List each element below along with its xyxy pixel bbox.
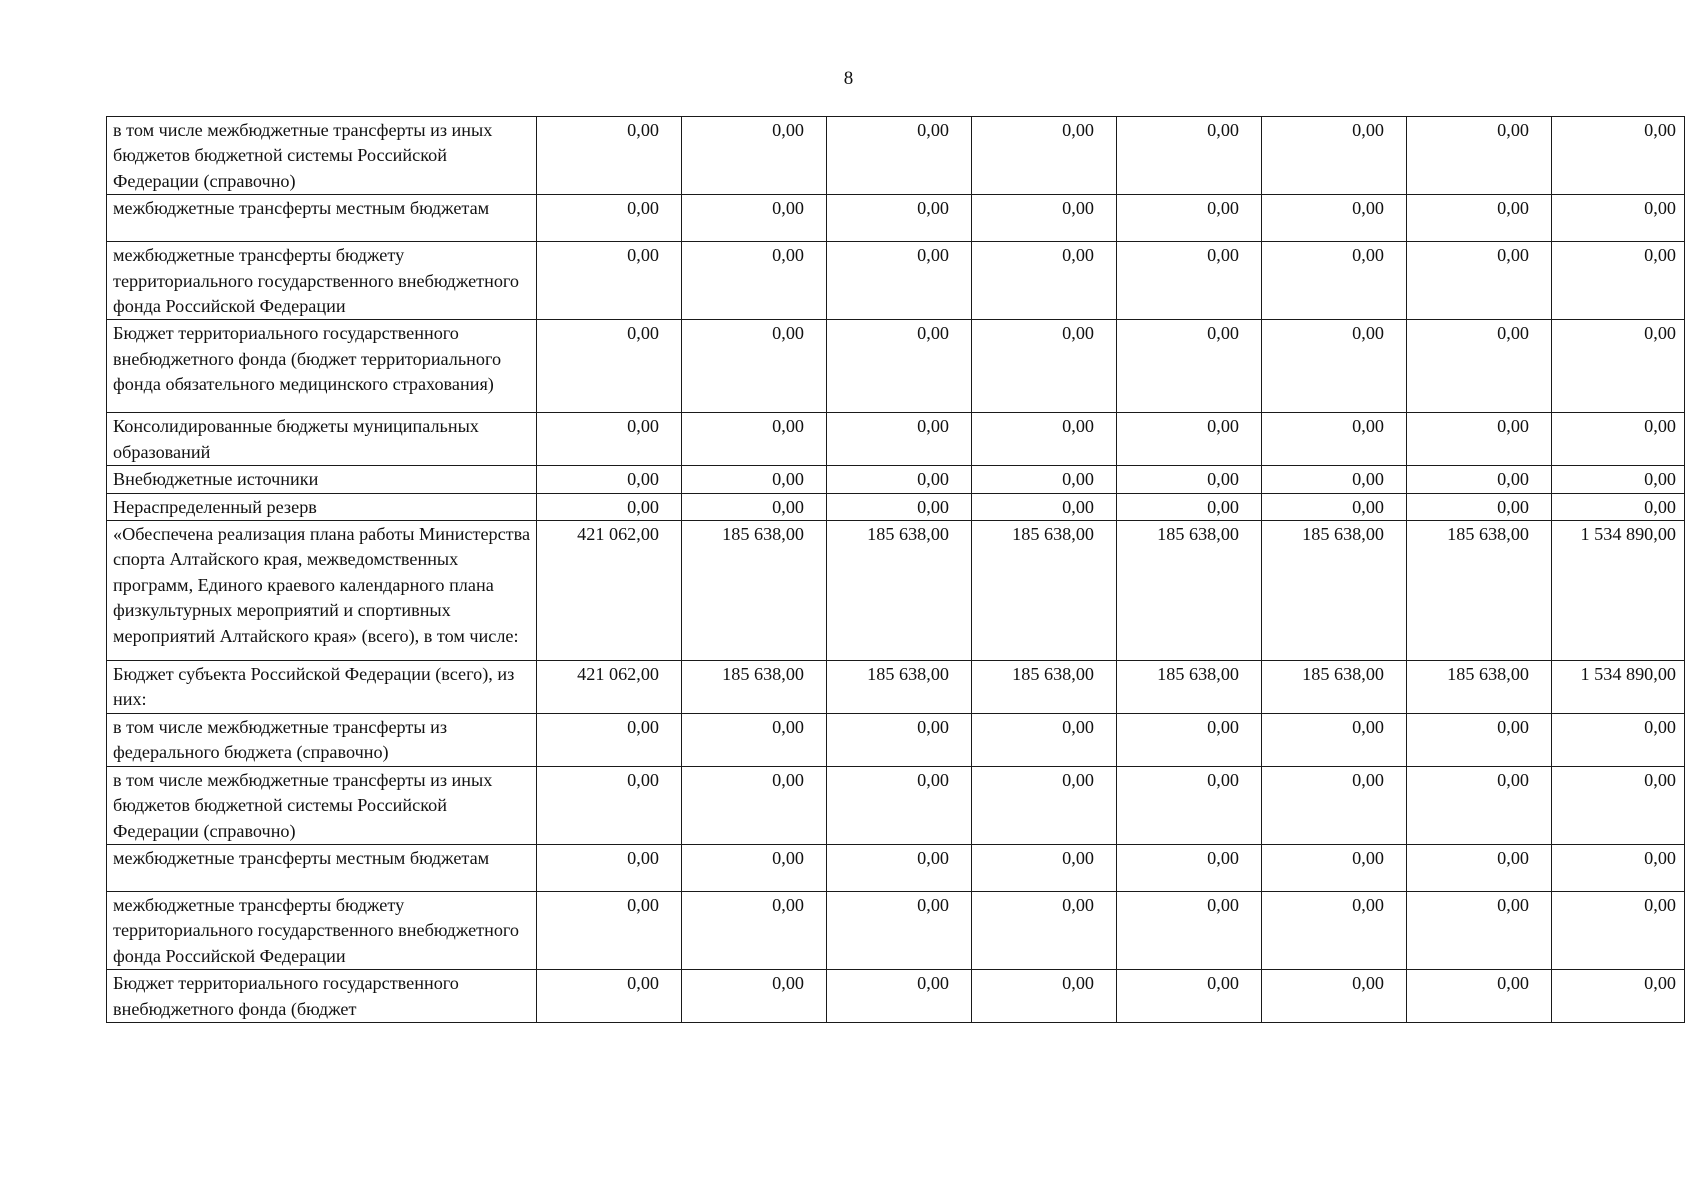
value-cell: 0,00 [537,493,682,520]
value-cell: 0,00 [1407,493,1552,520]
value-cell: 0,00 [1262,844,1407,891]
value-cell: 0,00 [972,117,1117,195]
value-cell: 0,00 [972,766,1117,844]
table-row [107,320,1685,413]
value-cell: 0,00 [1407,844,1552,891]
value-cell: 0,00 [1407,713,1552,766]
value-cell: 0,00 [1262,242,1407,320]
value-cell: 0,00 [1117,242,1262,320]
value-cell: 0,00 [1117,766,1262,844]
value-cell: 0,00 [827,970,972,1023]
value-cell: 185 638,00 [972,661,1117,714]
table-row [107,195,1685,242]
value-cell: 0,00 [827,713,972,766]
value-cell: 0,00 [1117,844,1262,891]
value-cell: 0,00 [827,117,972,195]
total-value-cell: 0,00 [1552,195,1685,242]
value-cell: 421 062,00 [537,661,682,714]
value-cell: 0,00 [1407,891,1552,969]
total-value-cell: 0,00 [1552,413,1685,466]
value-cell: 0,00 [682,413,827,466]
value-cell: 421 062,00 [537,521,682,661]
total-value-cell: 0,00 [1552,891,1685,969]
value-cell: 0,00 [827,413,972,466]
value-cell: 0,00 [682,713,827,766]
value-cell: 0,00 [537,713,682,766]
value-cell: 0,00 [827,466,972,493]
row-label-cell: межбюджетные трансферты местным бюджетам [107,195,537,242]
row-label-cell: в том числе межбюджетные трансферты из иных бюджетов бюджетной системы Российской Федерации (справочно) [107,766,537,844]
value-cell: 185 638,00 [1262,521,1407,661]
table-row [107,661,1685,714]
value-cell: 0,00 [972,320,1117,413]
row-label-cell: межбюджетные трансферты бюджету территориального государственного внебюджетного фонда Российской Федерации [107,891,537,969]
total-value-cell: 0,00 [1552,766,1685,844]
value-cell: 0,00 [1262,320,1407,413]
value-cell: 0,00 [537,242,682,320]
value-cell: 0,00 [682,844,827,891]
value-cell: 185 638,00 [827,521,972,661]
value-cell: 0,00 [682,242,827,320]
row-label-cell: Нераспределенный резерв [107,493,537,520]
value-cell: 0,00 [537,195,682,242]
value-cell: 0,00 [1117,713,1262,766]
row-label-cell: Консолидированные бюджеты муниципальных образований [107,413,537,466]
value-cell: 185 638,00 [972,521,1117,661]
table-row [107,844,1685,891]
value-cell: 0,00 [537,891,682,969]
value-cell: 0,00 [1117,117,1262,195]
table-row [107,766,1685,844]
value-cell: 0,00 [682,320,827,413]
table-row [107,891,1685,969]
value-cell: 0,00 [682,766,827,844]
table-row [107,521,1685,661]
total-value-cell: 0,00 [1552,844,1685,891]
table-row [107,117,1685,195]
value-cell: 185 638,00 [1407,661,1552,714]
row-label-cell: межбюджетные трансферты местным бюджетам [107,844,537,891]
total-value-cell: 0,00 [1552,713,1685,766]
value-cell: 185 638,00 [1117,521,1262,661]
value-cell: 0,00 [972,195,1117,242]
row-label-cell: Внебюджетные источники [107,466,537,493]
value-cell: 0,00 [537,413,682,466]
table-row [107,466,1685,493]
value-cell: 0,00 [1117,493,1262,520]
value-cell: 0,00 [827,844,972,891]
value-cell: 0,00 [1407,195,1552,242]
value-cell: 0,00 [972,413,1117,466]
value-cell: 0,00 [537,320,682,413]
table-row [107,493,1685,520]
value-cell: 0,00 [1262,766,1407,844]
value-cell: 0,00 [972,242,1117,320]
value-cell: 185 638,00 [1262,661,1407,714]
value-cell: 0,00 [1262,117,1407,195]
value-cell: 0,00 [1407,117,1552,195]
total-value-cell: 0,00 [1552,466,1685,493]
value-cell: 0,00 [537,766,682,844]
value-cell: 185 638,00 [682,661,827,714]
row-label-cell: в том числе межбюджетные трансферты из федерального бюджета (справочно) [107,713,537,766]
value-cell: 0,00 [1117,320,1262,413]
value-cell: 0,00 [682,195,827,242]
row-label-cell: межбюджетные трансферты бюджету территориального государственного внебюджетного фонда Российской Федерации [107,242,537,320]
total-value-cell: 1 534 890,00 [1552,521,1685,661]
value-cell: 0,00 [1117,970,1262,1023]
value-cell: 0,00 [1407,320,1552,413]
value-cell: 0,00 [1262,713,1407,766]
value-cell: 0,00 [1262,970,1407,1023]
table-row [107,970,1685,1023]
value-cell: 0,00 [537,117,682,195]
value-cell: 185 638,00 [827,661,972,714]
table-row [107,713,1685,766]
value-cell: 0,00 [1117,466,1262,493]
value-cell: 0,00 [1117,195,1262,242]
value-cell: 185 638,00 [1407,521,1552,661]
value-cell: 0,00 [1117,413,1262,466]
value-cell: 0,00 [537,844,682,891]
total-value-cell: 0,00 [1552,320,1685,413]
value-cell: 0,00 [1407,466,1552,493]
table-row [107,242,1685,320]
value-cell: 185 638,00 [1117,661,1262,714]
value-cell: 0,00 [1407,766,1552,844]
value-cell: 0,00 [1262,891,1407,969]
value-cell: 0,00 [827,891,972,969]
value-cell: 0,00 [682,466,827,493]
page-number: 8 [843,68,854,89]
value-cell: 0,00 [827,242,972,320]
value-cell: 0,00 [972,493,1117,520]
row-label-cell: «Обеспечена реализация плана работы Министерства спорта Алтайского края, межведомственных программ, Единого краевого календарного плана физкультурных мероприятий и спортивных мероприятий Алтайского края» (всего), в том числе: [107,521,537,661]
value-cell: 0,00 [827,195,972,242]
value-cell: 0,00 [537,466,682,493]
value-cell: 0,00 [827,320,972,413]
value-cell: 0,00 [1262,466,1407,493]
value-cell: 0,00 [972,466,1117,493]
value-cell: 0,00 [682,891,827,969]
total-value-cell: 0,00 [1552,493,1685,520]
budget-table-body [107,117,1685,1023]
row-label-cell: Бюджет субъекта Российской Федерации (всего), из них: [107,661,537,714]
table-row [107,413,1685,466]
value-cell: 0,00 [1262,195,1407,242]
value-cell: 0,00 [827,766,972,844]
value-cell: 0,00 [972,970,1117,1023]
budget-table-container [106,116,1684,1023]
total-value-cell: 1 534 890,00 [1552,661,1685,714]
value-cell: 0,00 [682,970,827,1023]
budget-table [106,116,1685,1023]
value-cell: 0,00 [827,493,972,520]
value-cell: 0,00 [1262,493,1407,520]
value-cell: 0,00 [972,891,1117,969]
row-label-cell: Бюджет территориального государственного внебюджетного фонда (бюджет территориального фонда обязательного медицинского страхования) [107,320,537,413]
value-cell: 0,00 [972,713,1117,766]
value-cell: 0,00 [682,117,827,195]
value-cell: 0,00 [1407,242,1552,320]
total-value-cell: 0,00 [1552,242,1685,320]
row-label-cell: Бюджет территориального государственного внебюджетного фонда (бюджет [107,970,537,1023]
value-cell: 0,00 [1262,413,1407,466]
value-cell: 0,00 [537,970,682,1023]
value-cell: 0,00 [1407,970,1552,1023]
row-label-cell: в том числе межбюджетные трансферты из иных бюджетов бюджетной системы Российской Федерации (справочно) [107,117,537,195]
total-value-cell: 0,00 [1552,970,1685,1023]
value-cell: 0,00 [682,493,827,520]
value-cell: 0,00 [972,844,1117,891]
value-cell: 185 638,00 [682,521,827,661]
value-cell: 0,00 [1117,891,1262,969]
total-value-cell: 0,00 [1552,117,1685,195]
value-cell: 0,00 [1407,413,1552,466]
